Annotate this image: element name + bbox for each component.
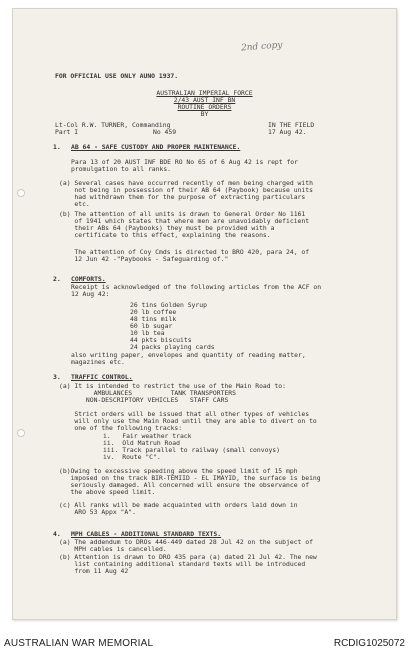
location: IN THE FIELD: [268, 121, 315, 129]
paragraph-line: imposed on the track BIR-TEMIID - EL IMAYID, the surface is being: [59, 474, 321, 482]
paragraph-line: from 11 Aug 42: [59, 567, 129, 575]
handwritten-note: 2nd copy: [240, 40, 283, 54]
paragraph-line: one of the following tracks:: [59, 424, 183, 432]
section-heading: COMFORTS.: [71, 275, 106, 283]
paragraph-line: (a) It is intended to restrict the use of the Main Road to:: [59, 382, 287, 390]
classification-line: FOR OFFICIAL USE ONLY AUNO 1937.: [55, 72, 179, 80]
paragraph-line: The attention of Coy Cmds is directed to BRO 420, para 24, of: [59, 248, 310, 256]
order-part: Part I: [55, 128, 79, 136]
section-heading: AB 64 - SAFE CUSTODY AND PROPER MAINTENANCE.: [71, 143, 241, 151]
paragraph-line: 12 Aug 42:: [71, 290, 110, 298]
paragraph-line: (b) The attention of all units is drawn to General Order No 1161: [59, 210, 306, 218]
paragraph-line: NON-DESCRIPTORY VEHICLES STAFF CARS: [59, 396, 229, 404]
unit-title: 2/43 AUST INF BN: [173, 96, 236, 104]
list-item: 20 lb coffee: [130, 308, 177, 316]
section-number: 1.: [53, 143, 61, 151]
paragraph-line: (a) Several cases have occurred recently of men being charged with: [59, 179, 313, 187]
order-number: No 459: [153, 128, 177, 136]
paragraph-line: (c) All ranks will be made acquainted with orders laid down in: [59, 501, 298, 509]
paragraph-line: (a) The addendum to DROs 446-449 dated 28 Jul 42 on the subject of: [59, 538, 313, 546]
paragraph-line: magazines etc.: [71, 358, 125, 366]
list-item: 44 pkts biscuits: [130, 336, 192, 344]
paragraph-line: seriously damaged. All concerned will ensure the observance of: [59, 481, 310, 489]
commander: Lt-Col R.W. TURNER, Commanding: [55, 121, 171, 129]
list-item: 60 lb sugar: [130, 322, 173, 330]
paragraph-line: ARO 53 Appx "A".: [59, 508, 136, 516]
archive-id: RCDIG1025072: [333, 638, 405, 649]
list-item: iii. Track parallel to railway (small convoys): [103, 446, 280, 454]
list-item: 26 tins Golden Syrup: [130, 301, 207, 309]
list-item: 24 packs playing cards: [130, 343, 215, 351]
force-title: AUSTRALIAN IMPERIAL FORCE: [156, 89, 253, 97]
paragraph-line: AMBULANCES TANK TRANSPORTERS: [59, 389, 236, 397]
paragraph-line: not being in possession of their AB 64 (Paybook) because units: [59, 186, 313, 194]
section-heading: MPH CABLES - ADDITIONAL STANDARD TEXTS.: [71, 530, 222, 538]
punch-hole: [17, 189, 25, 197]
paragraph-line: the above speed limit.: [59, 488, 156, 496]
orders-by: BY: [200, 110, 209, 118]
orders-title: ROUTINE ORDERS: [177, 103, 232, 111]
paragraph-line: Para 13 of 20 AUST INF BDE RO No 65 of 6 Aug 42 is rept for: [71, 158, 299, 166]
paragraph-line: Receipt is acknowledged of the following articles from the ACF on: [71, 283, 322, 291]
paragraph-line: etc.: [59, 200, 90, 208]
list-item: 48 tins milk: [130, 315, 177, 323]
section-number: 2.: [53, 275, 61, 283]
punch-hole: [17, 429, 25, 437]
list-item: iv. Route "C".: [103, 453, 161, 461]
paragraph-line: had withdrawn them for the purpose of extracting particulars: [59, 193, 306, 201]
paragraph-line: will only use the Main Road until they are able to divert on to: [59, 417, 317, 425]
paragraph-line: (b)Owing to excessive speeding above the speed limit of 15 mph: [59, 467, 298, 475]
archive-footer: [0, 632, 409, 654]
section-heading: TRAFFIC CONTROL.: [71, 373, 133, 381]
paragraph-line: (b) Attention is drawn to DRO 435 para (a) dated 21 Jul 42. The new: [59, 553, 317, 561]
paragraph-line: Strict orders will be issued that all other types of vehicles: [59, 410, 310, 418]
document-page: [12, 8, 397, 620]
list-item: 10 lb tea: [130, 329, 165, 337]
paragraph-line: their ABs 64 (Paybooks) they must be provided with a: [59, 224, 275, 232]
paragraph-line: of 1941 which states that where men are unavoidably deficient: [59, 217, 310, 225]
paragraph-line: MPH cables is cancelled.: [59, 545, 167, 553]
paragraph-line: list containing additional standard texts will be introduced: [59, 560, 306, 568]
paragraph-line: promulgation to all ranks.: [71, 165, 172, 173]
paragraph-line: 12 Jun 42 -"Paybooks - Safeguarding of.": [59, 255, 229, 263]
paragraph-line: certificate to this effect, explaining the reasons.: [59, 231, 271, 239]
list-item: i. Fair weather track: [103, 432, 192, 440]
paragraph-line: also writing paper, envelopes and quantity of reading matter,: [71, 351, 306, 359]
archive-name: AUSTRALIAN WAR MEMORIAL: [4, 638, 154, 649]
list-item: ii. Old Matruh Road: [103, 439, 180, 447]
section-number: 4.: [53, 530, 61, 538]
section-number: 3.: [53, 373, 61, 381]
order-date: 17 Aug 42.: [268, 128, 307, 136]
